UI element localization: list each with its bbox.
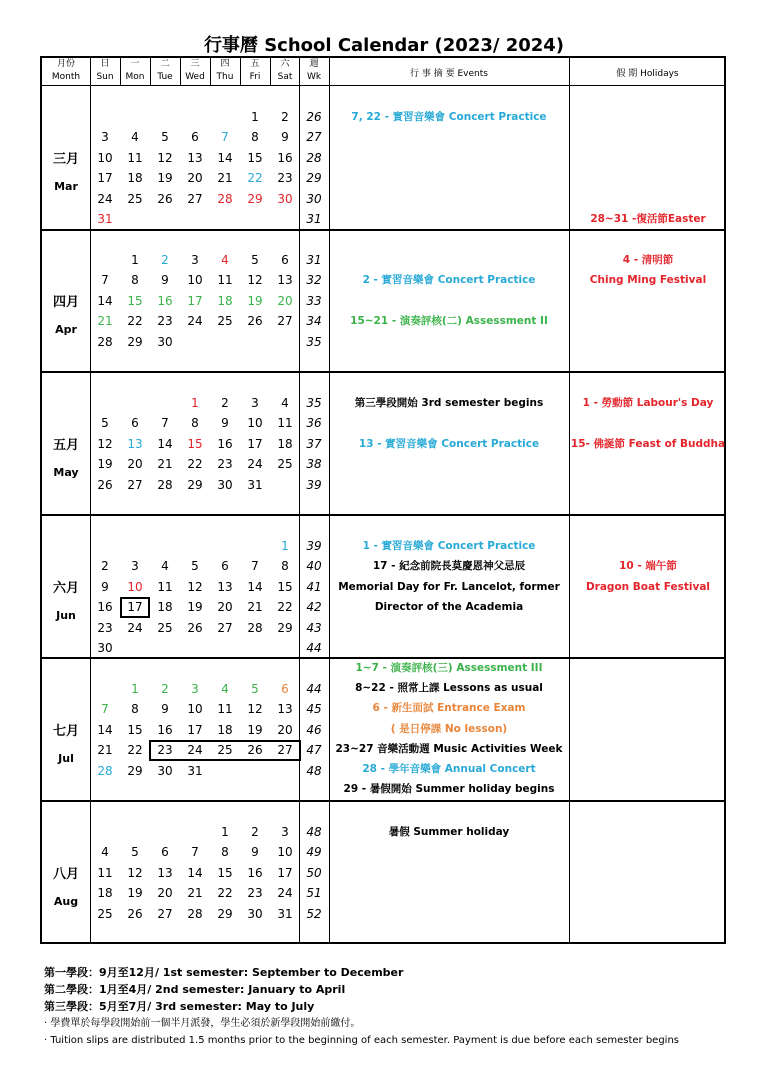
week-number: 42 xyxy=(306,600,322,615)
day-cell: 7 xyxy=(101,702,109,717)
day-cell: 16 xyxy=(157,293,173,308)
day-cell: 21 xyxy=(247,600,263,615)
day-cell: 30 xyxy=(247,906,263,921)
week-number: 44 xyxy=(306,682,322,696)
month-divider xyxy=(42,657,724,659)
day-cell: 27 xyxy=(277,314,293,329)
holiday-text: 10 - 端午節 xyxy=(619,560,677,573)
day-cell: 1 xyxy=(221,825,229,839)
day-cell: 14 xyxy=(97,722,113,737)
day-cell: 1 xyxy=(281,539,289,553)
day-cell: 23 xyxy=(247,886,263,901)
month-divider xyxy=(42,371,724,373)
header-day-fri: 五 xyxy=(250,59,260,69)
day-cell: 31 xyxy=(277,906,293,921)
day-cell: 4 xyxy=(281,396,289,410)
day-cell: 22 xyxy=(127,314,143,329)
day-cell: 18 xyxy=(97,886,113,901)
day-cell: 6 xyxy=(281,253,289,267)
day-cell: 30 xyxy=(277,191,293,206)
header-day-sat-en: Sat xyxy=(277,72,293,82)
day-cell: 31 xyxy=(97,212,113,226)
day-cell: 30 xyxy=(97,641,113,655)
week-number: 37 xyxy=(306,436,322,451)
week-number: 49 xyxy=(306,845,322,860)
week-number: 30 xyxy=(306,191,322,206)
day-cell: 20 xyxy=(277,722,293,737)
day-cell: 28 xyxy=(217,191,233,206)
day-cell: 18 xyxy=(277,436,293,451)
holiday-text: Ching Ming Festival xyxy=(589,274,707,287)
holiday-text: Dragon Boat Festival xyxy=(585,580,711,593)
day-cell: 27 xyxy=(277,743,293,758)
day-cell: 11 xyxy=(97,865,113,880)
week-number: 51 xyxy=(306,886,322,901)
week-number: 48 xyxy=(306,763,322,778)
day-cell: 18 xyxy=(217,293,233,308)
event-text: 15~21 - 演奏評核(二) Assessment II xyxy=(350,315,548,328)
day-cell: 30 xyxy=(157,334,173,349)
day-cell: 19 xyxy=(97,457,113,472)
day-cell: 11 xyxy=(217,273,233,288)
day-cell: 30 xyxy=(217,477,233,492)
day-cell: 22 xyxy=(247,171,263,186)
day-cell: 20 xyxy=(127,457,143,472)
day-cell: 17 xyxy=(187,722,203,737)
day-cell: 6 xyxy=(221,559,229,574)
day-cell: 15 xyxy=(187,436,203,451)
month-label-en-apr: Apr xyxy=(55,322,77,336)
event-text: Director of the Academia xyxy=(374,601,524,614)
day-cell: 13 xyxy=(217,579,233,594)
day-cell: 8 xyxy=(281,559,289,574)
holiday-text: 1 - 勞動節 Labour's Day xyxy=(582,397,714,409)
day-cell: 21 xyxy=(157,457,173,472)
day-cell: 17 xyxy=(127,600,143,615)
week-number: 35 xyxy=(306,396,322,410)
day-cell: 26 xyxy=(127,906,143,921)
note-semester-1: 第一學段：9月至12月/ 1st semester: September to December xyxy=(44,966,404,979)
day-cell: 10 xyxy=(127,579,143,594)
event-text: 29 - 暑假開始 Summer holiday begins xyxy=(343,783,555,796)
day-cell: 22 xyxy=(187,457,203,472)
day-cell: 19 xyxy=(127,886,143,901)
day-cell: 5 xyxy=(161,130,169,145)
notes xyxy=(44,964,744,1049)
week-number: 36 xyxy=(306,416,322,431)
day-cell: 21 xyxy=(97,314,113,329)
day-cell: 25 xyxy=(277,457,293,472)
event-text: 6 - 新生面試 Entrance Exam xyxy=(372,702,526,715)
day-cell: 25 xyxy=(157,620,173,635)
day-cell: 1 xyxy=(251,110,259,124)
day-cell: 15 xyxy=(247,150,263,165)
week-number: 31 xyxy=(306,212,322,226)
event-text: 17 - 紀念前院長莫慶恩神父忌辰 xyxy=(372,560,526,573)
day-cell: 12 xyxy=(247,273,263,288)
day-cell: 15 xyxy=(127,722,143,737)
day-cell: 6 xyxy=(281,682,289,696)
day-cell: 16 xyxy=(157,722,173,737)
week-number: 29 xyxy=(306,171,322,186)
day-cell: 29 xyxy=(277,620,293,635)
day-cell: 25 xyxy=(97,906,113,921)
day-cell: 8 xyxy=(131,702,139,717)
header-month-en: Month xyxy=(51,72,81,82)
day-cell: 11 xyxy=(127,150,143,165)
day-cell: 23 xyxy=(217,457,233,472)
day-cell: 7 xyxy=(221,130,229,145)
week-number: 32 xyxy=(306,273,322,288)
day-cell: 26 xyxy=(247,314,263,329)
day-cell: 15 xyxy=(217,865,233,880)
month-divider xyxy=(42,229,724,231)
day-cell: 9 xyxy=(221,416,229,431)
week-number: 27 xyxy=(306,130,322,145)
week-number: 46 xyxy=(306,722,322,737)
day-cell: 16 xyxy=(277,150,293,165)
day-cell: 10 xyxy=(187,273,203,288)
day-cell: 11 xyxy=(277,416,293,431)
month-divider xyxy=(42,514,724,516)
event-text: ( 是日停課 No lesson) xyxy=(390,722,508,735)
day-cell: 14 xyxy=(97,293,113,308)
day-cell: 14 xyxy=(157,436,173,451)
header-day-sat: 六 xyxy=(280,59,290,69)
week-number: 44 xyxy=(306,641,322,655)
day-cell: 18 xyxy=(157,600,173,615)
day-cell: 29 xyxy=(217,906,233,921)
event-text: 8~22 - 照常上課 Lessons as usual xyxy=(355,682,543,695)
day-cell: 28 xyxy=(97,334,113,349)
day-cell: 3 xyxy=(101,130,109,145)
week-number: 48 xyxy=(306,825,322,839)
day-cell: 13 xyxy=(157,865,173,880)
month-label-may: 五月 xyxy=(52,437,79,453)
day-cell: 1 xyxy=(191,396,199,410)
day-cell: 3 xyxy=(131,559,139,574)
day-cell: 31 xyxy=(187,763,203,778)
day-cell: 19 xyxy=(247,293,263,308)
day-cell: 12 xyxy=(97,436,113,451)
week-number: 34 xyxy=(306,314,322,329)
day-cell: 19 xyxy=(247,722,263,737)
day-cell: 17 xyxy=(187,293,203,308)
header-day-wed-en: Wed xyxy=(185,72,205,82)
day-cell: 18 xyxy=(217,722,233,737)
day-cell: 12 xyxy=(247,702,263,717)
page-title: 行事曆 School Calendar (2023/ 2024) xyxy=(203,35,565,56)
event-text: 28 - 學年音樂會 Annual Concert xyxy=(362,763,536,775)
day-cell: 28 xyxy=(97,763,113,778)
highlight-jul-23-27 xyxy=(149,740,301,761)
event-text: Memorial Day for Fr. Lancelot, former xyxy=(338,580,560,593)
day-cell: 2 xyxy=(221,396,229,410)
day-cell: 24 xyxy=(127,620,143,635)
day-cell: 26 xyxy=(187,620,203,635)
week-number: 28 xyxy=(306,150,322,165)
header-day-mon-en: Mon xyxy=(125,72,145,82)
header-day-tue-en: Tue xyxy=(157,72,173,82)
day-cell: 15 xyxy=(277,579,293,594)
day-cell: 16 xyxy=(217,436,233,451)
week-number: 43 xyxy=(306,620,322,635)
day-cell: 12 xyxy=(127,865,143,880)
note-semester-2: 第二學段：1月至4月/ 2nd semester: January to April xyxy=(44,983,346,996)
day-cell: 27 xyxy=(217,620,233,635)
week-number: 38 xyxy=(306,457,322,472)
event-text: 1 - 實習音樂會 Concert Practice xyxy=(362,540,536,552)
header-day-sun: 日 xyxy=(100,59,110,69)
day-cell: 30 xyxy=(157,763,173,778)
day-cell: 22 xyxy=(277,600,293,615)
day-cell: 13 xyxy=(127,436,143,451)
day-cell: 29 xyxy=(127,334,143,349)
day-cell: 22 xyxy=(127,743,143,758)
note-semester-3: 第三學段：5月至7月/ 3rd semester: May to July xyxy=(44,1000,315,1013)
holiday-text: 28~31 -復活節Easter xyxy=(590,213,706,225)
day-cell: 9 xyxy=(161,702,169,717)
month-label-apr: 四月 xyxy=(52,294,79,310)
day-cell: 29 xyxy=(187,477,203,492)
month-label-en-jul: Jul xyxy=(58,751,74,765)
week-number: 52 xyxy=(306,906,322,921)
day-cell: 4 xyxy=(131,130,139,145)
day-cell: 22 xyxy=(217,886,233,901)
header-day-tue: 二 xyxy=(160,59,170,69)
day-cell: 20 xyxy=(187,171,203,186)
day-cell: 7 xyxy=(161,416,169,431)
day-cell: 5 xyxy=(101,416,109,431)
header-month: 月份 xyxy=(56,59,75,69)
column-divider xyxy=(329,58,330,942)
month-divider xyxy=(42,800,724,802)
day-cell: 9 xyxy=(251,845,259,860)
day-cell: 24 xyxy=(187,314,203,329)
day-cell: 23 xyxy=(277,171,293,186)
day-cell: 27 xyxy=(127,477,143,492)
day-cell: 25 xyxy=(217,314,233,329)
day-cell: 24 xyxy=(247,457,263,472)
day-cell: 2 xyxy=(161,253,169,267)
column-divider xyxy=(569,58,570,942)
day-cell: 12 xyxy=(157,150,173,165)
week-number: 39 xyxy=(306,539,322,553)
day-cell: 13 xyxy=(187,150,203,165)
month-label-en-jun: Jun xyxy=(56,608,76,622)
header-day-mon: 一 xyxy=(130,59,140,69)
day-cell: 11 xyxy=(217,702,233,717)
day-cell: 9 xyxy=(101,579,109,594)
week-number: 45 xyxy=(306,702,322,717)
holiday-text: 4 - 清明節 xyxy=(622,254,674,266)
header-week-en: Wk xyxy=(306,72,322,82)
day-cell: 4 xyxy=(101,845,109,860)
event-text: 第三學段開始 3rd semester begins xyxy=(354,397,544,409)
day-cell: 13 xyxy=(277,273,293,288)
day-cell: 16 xyxy=(97,600,113,615)
header-day-thu: 四 xyxy=(220,59,230,69)
header-week: 週 xyxy=(309,59,319,69)
day-cell: 28 xyxy=(247,620,263,635)
day-cell: 21 xyxy=(187,886,203,901)
day-cell: 21 xyxy=(97,743,113,758)
day-cell: 19 xyxy=(157,171,173,186)
day-cell: 26 xyxy=(247,743,263,758)
day-cell: 17 xyxy=(277,865,293,880)
day-cell: 24 xyxy=(97,191,113,206)
highlight-jun-17 xyxy=(120,597,150,618)
day-cell: 29 xyxy=(127,763,143,778)
day-cell: 29 xyxy=(247,191,263,206)
day-cell: 7 xyxy=(251,559,259,574)
week-number: 40 xyxy=(306,559,322,574)
day-cell: 9 xyxy=(281,130,289,145)
day-cell: 17 xyxy=(247,436,263,451)
header-day-wed: 三 xyxy=(190,59,200,69)
month-label-jul: 七月 xyxy=(52,723,79,739)
day-cell: 4 xyxy=(221,253,229,267)
day-cell: 2 xyxy=(101,559,109,574)
week-number: 33 xyxy=(306,293,322,308)
day-cell: 6 xyxy=(161,845,169,860)
header-day-thu-en: Thu xyxy=(216,72,234,82)
day-cell: 25 xyxy=(217,743,233,758)
month-label-aug: 八月 xyxy=(52,866,79,882)
day-cell: 26 xyxy=(157,191,173,206)
day-cell: 23 xyxy=(157,743,173,758)
day-cell: 14 xyxy=(187,865,203,880)
event-text: 1~7 - 演奏評核(三) Assessment III xyxy=(355,662,543,674)
day-cell: 20 xyxy=(157,886,173,901)
day-cell: 10 xyxy=(187,702,203,717)
week-number: 26 xyxy=(306,110,322,124)
holiday-text: 15- 佛誕節 Feast of Buddha xyxy=(570,437,726,450)
month-label-en-mar: Mar xyxy=(54,179,78,193)
day-cell: 23 xyxy=(97,620,113,635)
day-cell: 17 xyxy=(97,171,113,186)
day-cell: 14 xyxy=(247,579,263,594)
day-cell: 10 xyxy=(247,416,263,431)
day-cell: 6 xyxy=(191,130,199,145)
month-label-mar: 三月 xyxy=(52,151,79,167)
day-cell: 3 xyxy=(191,682,199,696)
header-holidays: 假 期 Holidays xyxy=(616,69,679,79)
event-text: 2 - 實習音樂會 Concert Practice xyxy=(362,274,536,287)
day-cell: 13 xyxy=(277,702,293,717)
header-day-sun-en: Sun xyxy=(96,72,114,82)
day-cell: 5 xyxy=(251,253,259,267)
day-cell: 27 xyxy=(157,906,173,921)
note-tuition-zh: · 學費單於每學段開始前一個半月派發，學生必須於新學段開始前繳付。 xyxy=(44,1018,361,1029)
day-cell: 24 xyxy=(277,886,293,901)
day-cell: 9 xyxy=(161,273,169,288)
day-cell: 4 xyxy=(161,559,169,574)
day-cell: 19 xyxy=(187,600,203,615)
day-cell: 2 xyxy=(281,110,289,124)
day-cell: 1 xyxy=(131,253,139,267)
event-text: 7, 22 - 實習音樂會 Concert Practice xyxy=(351,111,547,123)
day-cell: 16 xyxy=(247,865,263,880)
day-cell: 24 xyxy=(187,743,203,758)
day-cell: 8 xyxy=(221,845,229,860)
day-cell: 10 xyxy=(277,845,293,860)
day-cell: 31 xyxy=(247,477,263,492)
day-cell: 14 xyxy=(217,150,233,165)
month-label-en-aug: Aug xyxy=(53,894,79,908)
day-cell: 3 xyxy=(251,396,259,410)
day-cell: 18 xyxy=(127,171,143,186)
day-cell: 3 xyxy=(281,825,289,839)
week-number: 41 xyxy=(306,579,322,594)
day-cell: 5 xyxy=(251,682,259,696)
day-cell: 7 xyxy=(101,273,109,288)
day-cell: 10 xyxy=(97,150,113,165)
week-number: 35 xyxy=(306,334,322,349)
day-cell: 11 xyxy=(157,579,173,594)
day-cell: 21 xyxy=(217,171,233,186)
day-cell: 8 xyxy=(251,130,259,145)
day-cell: 27 xyxy=(187,191,203,206)
day-cell: 28 xyxy=(187,906,203,921)
day-cell: 7 xyxy=(191,845,199,860)
day-cell: 25 xyxy=(127,191,143,206)
day-cell: 20 xyxy=(217,600,233,615)
day-cell: 4 xyxy=(221,682,229,696)
day-cell: 5 xyxy=(191,559,199,574)
day-cell: 8 xyxy=(191,416,199,431)
header-events: 行 事 摘 要 Events xyxy=(410,69,488,79)
note-tuition-en: · Tuition slips are distributed 1.5 months prior to the beginning of each semester. Payment is due before each semester begins xyxy=(44,1035,680,1046)
day-cell: 20 xyxy=(277,293,293,308)
month-label-jun: 六月 xyxy=(52,580,79,596)
month-label-en-may: May xyxy=(53,465,79,479)
event-text: 23~27 音樂活動週 Music Activities Week xyxy=(335,742,563,755)
day-cell: 8 xyxy=(131,273,139,288)
calendar-table xyxy=(40,56,726,944)
week-number: 47 xyxy=(306,743,322,758)
week-number: 31 xyxy=(306,253,322,267)
day-cell: 3 xyxy=(191,253,199,267)
day-cell: 26 xyxy=(97,477,113,492)
day-cell: 1 xyxy=(131,682,139,696)
day-cell: 2 xyxy=(161,682,169,696)
week-number: 50 xyxy=(306,865,322,880)
header-day-fri-en: Fri xyxy=(249,72,261,82)
event-text: 暑假 Summer holiday xyxy=(388,826,510,838)
event-text: 13 - 實習音樂會 Concert Practice xyxy=(358,437,540,450)
day-cell: 5 xyxy=(131,845,139,860)
day-cell: 2 xyxy=(251,825,259,839)
header-divider xyxy=(42,85,724,86)
day-cell: 15 xyxy=(127,293,143,308)
day-cell: 6 xyxy=(131,416,139,431)
day-cell: 28 xyxy=(157,477,173,492)
day-cell: 23 xyxy=(157,314,173,329)
day-cell: 12 xyxy=(187,579,203,594)
week-number: 39 xyxy=(306,477,322,492)
